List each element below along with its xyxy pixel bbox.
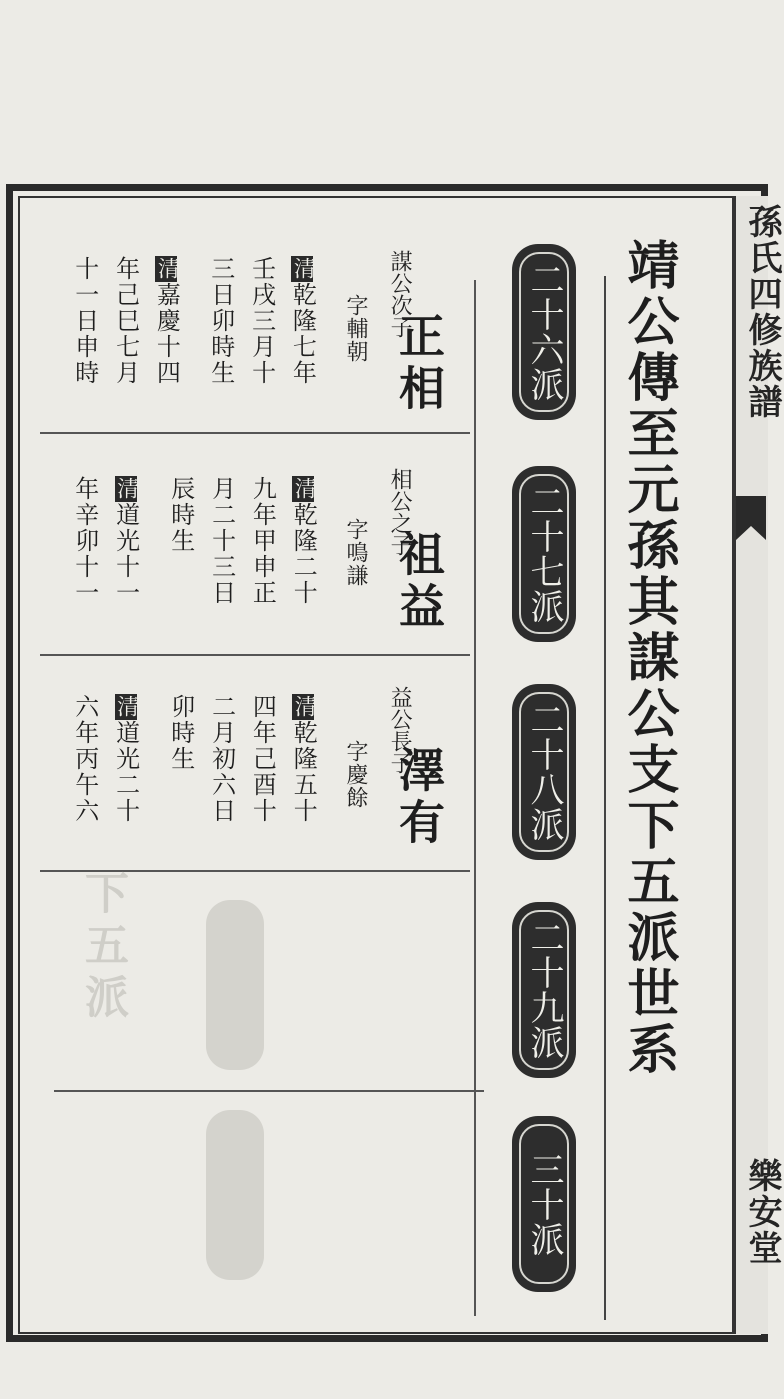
entry-father: 益公長子 — [387, 686, 413, 774]
title-divider — [604, 276, 606, 1320]
entry-death-record: 清嘉慶十四 年己巳七月 十一日申時 — [70, 256, 181, 386]
bleed-through-mark: 下五派 — [77, 870, 128, 1026]
entry-courtesy-name: 字鳴謙 — [343, 518, 368, 587]
dynasty-marker: 清 — [290, 257, 316, 281]
entry-name: 祖益 — [392, 530, 446, 634]
row-divider — [40, 654, 470, 656]
generation-label: 三十派 — [524, 1151, 564, 1257]
generation-seal — [512, 244, 576, 420]
bleed-through-mark — [206, 900, 264, 1070]
generation-label: 二十八派 — [524, 702, 564, 842]
entry-birth-record: 清乾隆二十 九年甲申正 月二十三日 辰時生 — [166, 476, 318, 606]
dynasty-marker: 清 — [113, 695, 139, 719]
section-title: 靖公傳至元孫其謀公支下五派世系 — [618, 238, 679, 1078]
generation-seal — [512, 684, 576, 860]
entry-name: 澤有 — [392, 746, 446, 850]
entry-father: 謀公次子 — [387, 250, 413, 338]
generation-seal — [512, 466, 576, 642]
entry-courtesy-name: 字慶餘 — [343, 740, 368, 809]
entry-name: 正相 — [392, 312, 446, 416]
entry-birth-record: 清乾隆七年 壬戌三月十 三日卯時生 — [206, 256, 317, 386]
row-divider — [54, 1090, 484, 1092]
column-divider — [474, 280, 476, 1316]
generation-label: 二十九派 — [524, 920, 564, 1060]
bleed-through-mark — [206, 1110, 264, 1280]
dynasty-marker: 清 — [291, 695, 317, 719]
publisher-hall: 樂安堂 — [742, 1158, 782, 1266]
dynasty-marker: 清 — [291, 477, 317, 501]
row-divider — [40, 432, 470, 434]
dynasty-marker: 清 — [154, 257, 180, 281]
entry-birth-record: 清乾隆五十 四年己酉十 二月初六日 卯時生 — [166, 694, 318, 824]
book-title: 孫氏四修族譜 — [742, 204, 782, 420]
generation-seal — [512, 1116, 576, 1292]
generation-label: 二十六派 — [524, 262, 564, 402]
dynasty-marker: 清 — [113, 477, 139, 501]
fishtail-mark-icon — [736, 496, 766, 556]
entry-death-record: 清道光二十 六年丙午六 — [70, 694, 140, 824]
entry-courtesy-name: 字輔朝 — [343, 294, 368, 363]
entry-death-record: 清道光十一 年辛卯十一 — [70, 476, 140, 606]
generation-seal — [512, 902, 576, 1078]
entry-father: 相公之子 — [387, 468, 413, 556]
generation-label: 二十七派 — [524, 484, 564, 624]
